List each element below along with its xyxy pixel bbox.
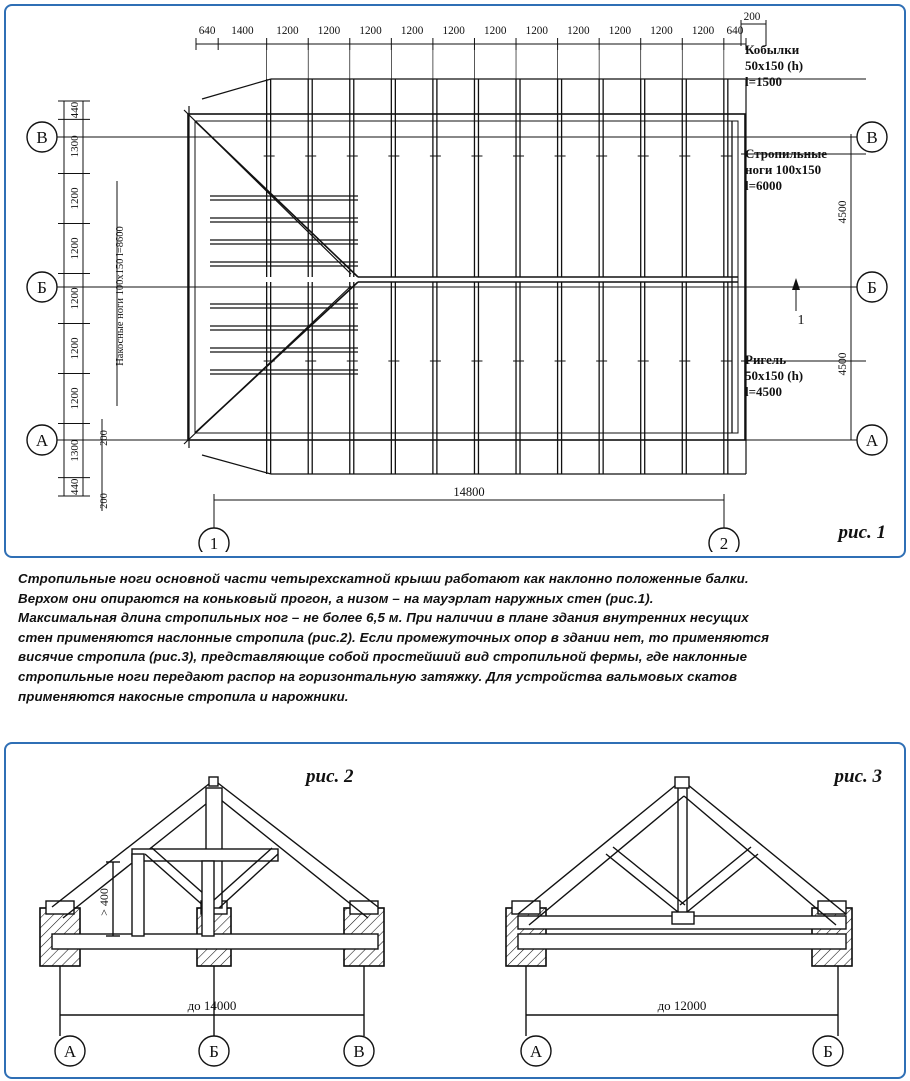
description-text [18, 570, 893, 730]
left-dimension: 1200 [69, 287, 81, 310]
description-line: стен применяются наслонные стропила (рис.2). Если промежуточных опор в здании нет, то применяются [18, 629, 770, 645]
fig3-axis-label: А [529, 1042, 543, 1061]
figure-2-label: рис. 2 [306, 766, 354, 787]
top-dimension: 1400 [231, 25, 254, 37]
right-dimension: 4500 [837, 352, 849, 376]
section-callout: 1 [797, 313, 805, 328]
nakosnye-nogi-note: Накосные ноги 100х150 l=8600 [115, 226, 126, 366]
description-line: Стропильные ноги основной части четырехскатной крыши работают как наклонно положенные балки. [18, 571, 749, 586]
note-line: 50х150 (h) [745, 58, 804, 73]
note-line: l=4500 [745, 384, 783, 399]
figure-2-3-drawing [6, 744, 900, 1073]
description-line: Верхом они опираются на коньковый прогон, а низом – на мауэрлат наружных стен (рис.1). [18, 590, 654, 606]
left-dimension: 1300 [69, 135, 81, 158]
top-dimension: 1200 [442, 25, 465, 37]
note-line: l=6000 [745, 178, 783, 193]
note-line: Кобылки [745, 42, 800, 57]
note-line: 50х150 (h) [745, 368, 804, 383]
note-rigel [745, 352, 803, 400]
note-line: Ригель [745, 352, 787, 367]
description-line: Максимальная длина стропильных ног – не более 6,5 м. При наличии в плане здания внутренних несущих [18, 610, 749, 626]
top-dimension: 640 [726, 25, 744, 37]
left-dimension: 1300 [69, 439, 81, 462]
left-dimension: 1200 [69, 387, 81, 410]
left-inner-dimension: 200 [99, 430, 110, 446]
left-dimension: 1200 [69, 337, 81, 360]
right-dimension: 4500 [837, 200, 849, 224]
fig2-axis-label: А [63, 1042, 77, 1061]
description-line: висячие стропила (рис.3), представляющие собой простейший вид стропильной фермы, где наклонные [18, 649, 748, 665]
fig3-axis-label: Б [823, 1042, 833, 1061]
figure-3-label: рис. 3 [834, 766, 882, 787]
left-inner-dimension: 200 [99, 493, 110, 509]
top-dimension: 1200 [525, 25, 548, 37]
top-dimension: 1200 [608, 25, 632, 37]
note-line: Стропильные [745, 146, 828, 161]
fig2-axis-label: Б [209, 1042, 219, 1061]
axis-label-right: А [865, 431, 879, 450]
top-dimension: 1200 [567, 25, 590, 37]
bottom-dimension: 14800 [453, 485, 485, 499]
top-dimension: 1200 [359, 25, 382, 37]
left-dimension: 1200 [69, 237, 81, 260]
figure-2-3-panel [4, 742, 906, 1079]
left-dimension: 1200 [69, 187, 81, 210]
description-line: стропильные ноги передают распор на горизонтальную затяжку. Для устройства вальмовых скатов [18, 668, 738, 684]
note-kobylki [745, 42, 803, 90]
fig2-span-dimension: до 14000 [187, 998, 237, 1013]
fig3-span-dimension: до 12000 [657, 998, 707, 1013]
axis-label-bottom: 2 [719, 534, 729, 552]
axis-label-left: В [36, 128, 48, 147]
top-dimension: 640 [198, 25, 216, 37]
fig2-axis-label: В [353, 1042, 365, 1061]
top-dimension: 1200 [650, 25, 673, 37]
axis-label-left: А [35, 431, 49, 450]
top-dimension: 1200 [317, 25, 341, 37]
description-line: применяются накосные стропила и нарожники. [18, 688, 349, 704]
note-line: l=1500 [745, 74, 783, 89]
left-dimension: 440 [69, 101, 81, 119]
left-dimension: 440 [69, 478, 81, 496]
note-line: ноги 100х150 [745, 162, 822, 177]
top-right-dimension: 200 [743, 11, 761, 23]
figure-1-label: рис. 1 [838, 522, 886, 543]
axis-label-bottom: 1 [209, 534, 219, 552]
top-dimension: 1200 [691, 25, 715, 37]
axis-label-right: Б [867, 278, 877, 297]
top-dimension: 1200 [400, 25, 424, 37]
top-dimension: 1200 [484, 25, 507, 37]
note-stropilnye-nogi [745, 146, 827, 194]
axis-label-right: В [866, 128, 878, 147]
axis-label-left: Б [37, 278, 47, 297]
top-dimension: 1200 [276, 25, 299, 37]
fig2-height-dimension: > 400 [97, 888, 111, 916]
